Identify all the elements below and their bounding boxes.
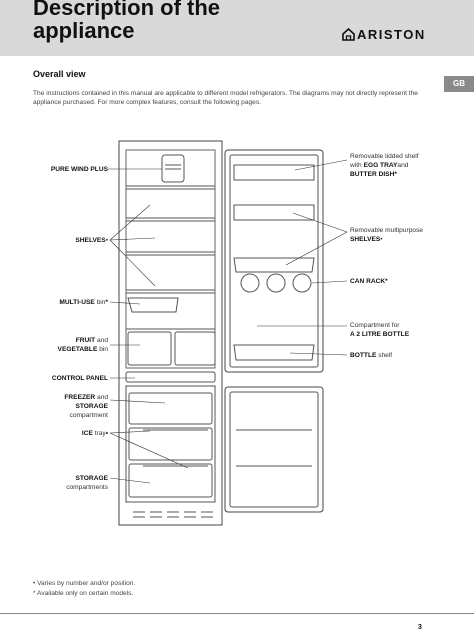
bottom-divider: [0, 613, 474, 614]
label-bottle-shelf: BOTTLE shelf: [350, 352, 393, 359]
label-lidded-shelf: Removable lidded shelf with EGG TRAYand BUTTER DISH*: [350, 153, 419, 178]
label-control-panel: CONTROL PANEL: [51, 375, 108, 382]
footnote-varies: • Varies by number and/or position.: [33, 580, 136, 587]
label-shelves: SHELVES•: [75, 237, 108, 244]
label-storage-compartments: STORAGE compartments: [66, 475, 108, 491]
page-number: 3: [418, 624, 422, 631]
title-line-1: Description of the: [33, 0, 221, 20]
label-multipurpose-shelves: Removable multipurpose SHELVES•: [350, 227, 423, 243]
label-freezer-storage: FREEZER and STORAGE compartment: [64, 394, 108, 419]
intro-paragraph: The instructions contained in this manual are applicable to different model refrigerators. The diagrams may not directly represent the appliance purchased. For more complex features, consult the following pages.: [33, 90, 418, 106]
label-ice-tray: ICE tray•: [81, 430, 108, 437]
language-tab[interactable]: GB: [444, 76, 474, 92]
label-pure-wind-plus: PURE WIND PLUS: [50, 166, 108, 173]
brand-name: ARISTON: [357, 27, 426, 42]
label-bottle-compartment: Compartment for A 2 LITRE BOTTLE: [350, 322, 410, 338]
label-can-rack: CAN RACK*: [350, 278, 388, 285]
title-line-2: appliance: [33, 18, 135, 43]
label-multi-use-bin: MULTI-USE bin*: [59, 299, 108, 306]
section-title: Overall view: [33, 69, 86, 79]
footnote-available: * Available only on certain models.: [33, 590, 134, 597]
label-fruit-vegetable-bin: FRUIT and VEGETABLE bin: [57, 337, 108, 353]
